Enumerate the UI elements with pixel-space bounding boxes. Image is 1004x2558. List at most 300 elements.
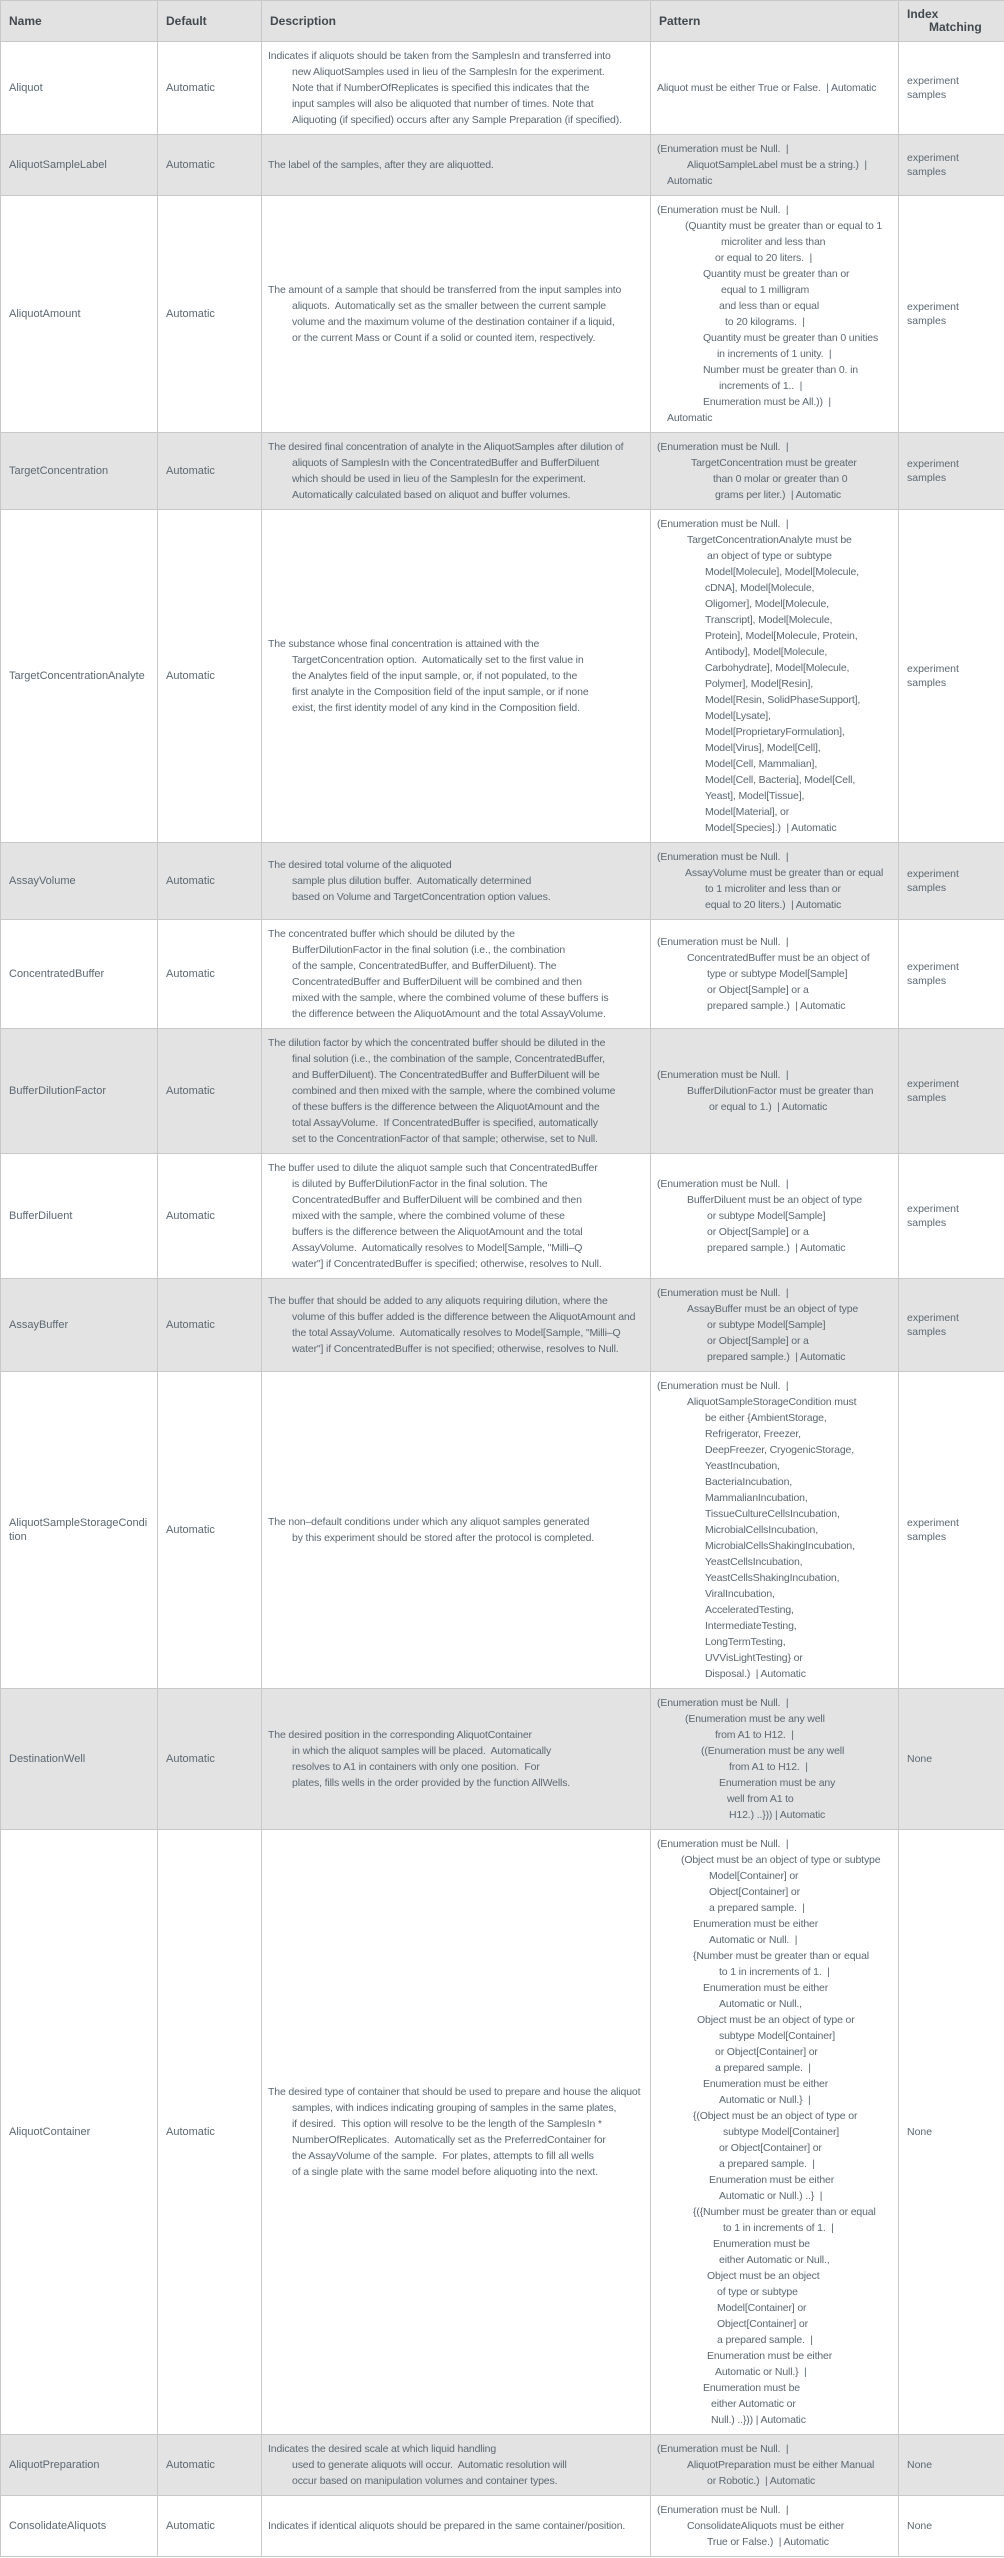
pattern-line: Model[Molecule], Model[Molecule, xyxy=(705,566,859,578)
table-row xyxy=(1,1029,1004,1154)
pattern-line: or subtype Model[Sample] xyxy=(707,1210,826,1222)
pattern-line: (Enumeration must be Null. | xyxy=(657,1838,789,1850)
pattern-line: Automatic or Null.} | xyxy=(715,2366,807,2378)
pattern-line: Automatic or Null.} | xyxy=(719,2094,811,2106)
pattern-line: a prepared sample. | xyxy=(709,1902,805,1914)
description-line: volume and the maximum volume of the destination container if a liquid, xyxy=(292,316,615,328)
description-line: used to generate aliquots will occur. Automatic resolution will xyxy=(292,2459,567,2471)
cell-pattern xyxy=(651,843,899,920)
description-line: water"] if ConcentratedBuffer is specified; otherwise, resolves to Null. xyxy=(292,1258,602,1270)
pattern-line: ViralIncubation, xyxy=(705,1588,775,1600)
cell-description xyxy=(262,42,651,135)
cell-default-value: Automatic xyxy=(158,843,262,920)
description-line: the total AssayVolume. Automatically resolves to Model[Sample, "Milli–Q xyxy=(292,1327,621,1339)
pattern-line: UVVisLightTesting} or xyxy=(705,1652,803,1664)
cell-pattern xyxy=(651,433,899,510)
cell-index-matching: experiment samples xyxy=(899,843,1004,920)
pattern-line: to 20 kilograms. | xyxy=(725,316,805,328)
description-line: The buffer used to dilute the aliquot sample such that ConcentratedBuffer xyxy=(268,1162,598,1174)
table-row xyxy=(1,1372,1004,1689)
description-line: The amount of a sample that should be transferred from the input samples into xyxy=(268,284,622,296)
pattern-line: Model[Cell, Bacteria], Model[Cell, xyxy=(705,774,856,786)
pattern-line: or Object[Sample] or a xyxy=(707,984,809,996)
pattern-line: from A1 to H12. | xyxy=(715,1729,794,1741)
pattern-line: Model[Virus], Model[Cell], xyxy=(705,742,821,754)
cell-option-name: AliquotAmount xyxy=(1,196,158,433)
cell-pattern xyxy=(651,1279,899,1372)
cell-default-value: Automatic xyxy=(158,920,262,1029)
pattern-line: Model[Species].) | Automatic xyxy=(705,822,837,834)
description-line: and BufferDiluent). The ConcentratedBuffer and BufferDiluent will be xyxy=(292,1069,600,1081)
pattern-line: MicrobialCellsShakingIncubation, xyxy=(705,1540,855,1552)
description-line: The dilution factor by which the concentrated buffer should be diluted in the xyxy=(268,1037,606,1049)
pattern-line: {({Number must be greater than or equal xyxy=(693,2206,876,2218)
pattern-line: (Enumeration must be Null. | xyxy=(657,1287,789,1299)
pattern-line: AliquotSampleStorageCondition must xyxy=(687,1396,857,1408)
pattern-line: Null.) ..})) | Automatic xyxy=(711,2414,806,2426)
cell-description xyxy=(262,1029,651,1154)
cell-pattern xyxy=(651,2496,899,2557)
cell-index-matching: experiment samples xyxy=(899,1029,1004,1154)
pattern-line: to 1 microliter and less than or xyxy=(705,883,841,895)
description-line: samples, with indices indicating grouping of samples in the same plates, xyxy=(292,2102,617,2114)
pattern-line: Enumeration must be xyxy=(703,2382,800,2394)
pattern-line: {(Object must be an object of type or xyxy=(693,2110,858,2122)
pattern-line: Enumeration must be either xyxy=(707,2350,833,2362)
description-line: combined and then mixed with the sample, where the combined volume xyxy=(292,1085,616,1097)
cell-description xyxy=(262,920,651,1029)
cell-default-value: Automatic xyxy=(158,1154,262,1279)
pattern-line: a prepared sample. | xyxy=(717,2334,813,2346)
pattern-line: from A1 to H12. | xyxy=(729,1761,808,1773)
cell-index-matching: experiment samples xyxy=(899,135,1004,196)
pattern-line: well from A1 to xyxy=(727,1793,794,1805)
cell-default-value: Automatic xyxy=(158,42,262,135)
pattern-line: (Enumeration must be Null. | xyxy=(657,936,789,948)
pattern-line: to 1 in increments of 1. | xyxy=(719,1966,830,1978)
pattern-line: Automatic or Null.) ..} | xyxy=(719,2190,823,2202)
description-line: aliquots. Automatically set as the smaller between the current sample xyxy=(292,300,606,312)
pattern-line: ((Enumeration must be any well xyxy=(701,1745,845,1757)
cell-option-name: DestinationWell xyxy=(1,1689,158,1830)
column-header-default xyxy=(158,1,262,42)
cell-description xyxy=(262,433,651,510)
cell-option-name: AliquotPreparation xyxy=(1,2435,158,2496)
cell-option-name: AssayVolume xyxy=(1,843,158,920)
table-row xyxy=(1,135,1004,196)
pattern-line: TargetConcentrationAnalyte must be xyxy=(687,534,852,546)
pattern-line: YeastIncubation, xyxy=(705,1460,780,1472)
pattern-line: (Enumeration must be Null. | xyxy=(657,2443,789,2455)
pattern-line: Automatic or Null. | xyxy=(709,1934,798,1946)
table-header xyxy=(1,1,1004,42)
pattern-line: (Enumeration must be Null. | xyxy=(657,1178,789,1190)
pattern-line: Protein], Model[Molecule, Protein, xyxy=(705,630,858,642)
pattern-line: TargetConcentration must be greater xyxy=(691,457,857,469)
description-line: mixed with the sample, where the combined volume of these buffers is xyxy=(292,992,609,1004)
cell-description xyxy=(262,1372,651,1689)
pattern-line: MicrobialCellsIncubation, xyxy=(705,1524,818,1536)
description-line: input samples will also be aliquoted that number of times. Note that xyxy=(292,98,594,110)
pattern-line: or Robotic.) | Automatic xyxy=(707,2475,816,2487)
cell-pattern xyxy=(651,1154,899,1279)
description-line: The concentrated buffer which should be diluted by the xyxy=(268,928,515,940)
cell-description xyxy=(262,196,651,433)
pattern-line: Model[Lysate], xyxy=(705,710,771,722)
cell-default-value: Automatic xyxy=(158,1279,262,1372)
description-line: first analyte in the Composition field of the input sample, or if none xyxy=(292,686,589,698)
pattern-line: type or subtype Model[Sample] xyxy=(707,968,848,980)
pattern-line: microliter and less than xyxy=(721,236,826,248)
pattern-line: Transcript], Model[Molecule, xyxy=(705,614,833,626)
pattern-line: subtype Model[Container] xyxy=(723,2126,840,2138)
cell-index-matching: experiment samples xyxy=(899,920,1004,1029)
cell-default-value: Automatic xyxy=(158,2496,262,2557)
cell-description xyxy=(262,2435,651,2496)
description-line: Aliquoting (if specified) occurs after any Sample Preparation (if specified). xyxy=(292,114,622,126)
pattern-line: Automatic or Null., xyxy=(719,1998,802,2010)
pattern-line: in increments of 1 unity. | xyxy=(717,348,832,360)
cell-option-name: TargetConcentrationAnalyte xyxy=(1,510,158,843)
column-header-name xyxy=(1,1,158,42)
column-header-name-label: Name xyxy=(9,13,42,28)
pattern-line: IntermediateTesting, xyxy=(705,1620,797,1632)
cell-pattern xyxy=(651,1830,899,2435)
description-line: in which the aliquot samples will be placed. Automatically xyxy=(292,1745,552,1757)
pattern-line: (Quantity must be greater than or equal to 1 xyxy=(685,220,883,232)
description-line: AssayVolume. Automatically resolves to Model[Sample, "Milli–Q xyxy=(292,1242,583,1254)
cell-option-name: AliquotSampleStorageCondition xyxy=(1,1372,158,1689)
table-row xyxy=(1,433,1004,510)
cell-index-matching: experiment samples xyxy=(899,433,1004,510)
cell-pattern xyxy=(651,196,899,433)
pattern-line: BufferDilutionFactor must be greater than xyxy=(687,1085,874,1097)
description-line: The desired type of container that should be used to prepare and house the aliquot xyxy=(268,2086,641,2098)
cell-description xyxy=(262,843,651,920)
column-header-pattern-label: Pattern xyxy=(659,13,701,28)
pattern-line: or Object[Container] or xyxy=(719,2142,822,2154)
pattern-line: either Automatic or Null., xyxy=(719,2254,830,2266)
pattern-line: Enumeration must be either xyxy=(693,1918,819,1930)
pattern-line: Antibody], Model[Molecule, xyxy=(705,646,828,658)
cell-option-name: Aliquot xyxy=(1,42,158,135)
pattern-line: BufferDiluent must be an object of type xyxy=(687,1194,862,1206)
description-line: of the sample, ConcentratedBuffer, and BufferDiluent). The xyxy=(292,960,557,972)
description-line: by this experiment should be stored after the protocol is completed. xyxy=(292,1532,595,1544)
pattern-line: (Enumeration must be Null. | xyxy=(657,1380,789,1392)
cell-index-matching: experiment samples xyxy=(899,196,1004,433)
pattern-line: ConsolidateAliquots must be either xyxy=(687,2520,845,2532)
pattern-line: an object of type or subtype xyxy=(707,550,832,562)
description-line: volume of this buffer added is the difference between the AliquotAmount and xyxy=(292,1311,636,1323)
pattern-line: Carbohydrate], Model[Molecule, xyxy=(705,662,850,674)
pattern-line: {Number must be greater than or equal xyxy=(693,1950,869,1962)
cell-description xyxy=(262,1830,651,2435)
cell-index-matching: experiment samples xyxy=(899,1154,1004,1279)
cell-description xyxy=(262,2496,651,2557)
description-line: set to the ConcentrationFactor of that sample; otherwise, set to Null. xyxy=(292,1133,598,1145)
pattern-line: YeastCellsIncubation, xyxy=(705,1556,803,1568)
table-row xyxy=(1,920,1004,1029)
pattern-line: Enumeration must be either xyxy=(703,1982,829,1994)
table-row xyxy=(1,1154,1004,1279)
description-line: Automatically calculated based on aliquot and buffer volumes. xyxy=(292,489,571,501)
cell-default-value: Automatic xyxy=(158,510,262,843)
column-header-index-matching-label: Matching xyxy=(929,20,982,34)
pattern-line: either Automatic or xyxy=(711,2398,796,2410)
description-line: Note that if NumberOfReplicates is specified this indicates that the xyxy=(292,82,590,94)
cell-index-matching: experiment samples xyxy=(899,42,1004,135)
pattern-line: Quantity must be greater than 0 unities xyxy=(703,332,879,344)
table-row xyxy=(1,1830,1004,2435)
cell-description xyxy=(262,1279,651,1372)
pattern-line: equal to 1 milligram xyxy=(721,284,810,296)
description-line: aliquots of SamplesIn with the ConcentratedBuffer and BufferDiluent xyxy=(292,457,600,469)
pattern-line: AliquotPreparation must be either Manual xyxy=(687,2459,875,2471)
pattern-line: Yeast], Model[Tissue], xyxy=(705,790,805,802)
pattern-line: Object must be an object xyxy=(707,2270,820,2282)
pattern-line: Enumeration must be either xyxy=(703,2078,829,2090)
description-line: is diluted by BufferDilutionFactor in the final solution. The xyxy=(292,1178,548,1190)
cell-pattern xyxy=(651,135,899,196)
description-line: Indicates if aliquots should be taken from the SamplesIn and transferred into xyxy=(268,50,611,62)
pattern-line: Enumeration must be xyxy=(713,2238,810,2250)
cell-description xyxy=(262,1689,651,1830)
description-line: The desired final concentration of analyte in the AliquotSamples after dilution of xyxy=(268,441,624,453)
pattern-line: and less than or equal xyxy=(719,300,820,312)
pattern-line: Refrigerator, Freezer, xyxy=(705,1428,801,1440)
pattern-line: or Object[Sample] or a xyxy=(707,1226,809,1238)
cell-pattern xyxy=(651,510,899,843)
table-body xyxy=(1,42,1004,2557)
pattern-line: prepared sample.) | Automatic xyxy=(707,1000,846,1012)
description-line: resolves to A1 in containers with only one position. For xyxy=(292,1761,540,1773)
pattern-line: Object[Container] or xyxy=(717,2318,808,2330)
pattern-line: AssayVolume must be greater than or equal xyxy=(685,867,884,879)
cell-pattern xyxy=(651,1029,899,1154)
description-line: exist, the first identity model of any kind in the Composition field. xyxy=(292,702,580,714)
pattern-line: True or False.) | Automatic xyxy=(707,2536,829,2548)
cell-option-name: ConsolidateAliquots xyxy=(1,2496,158,2557)
pattern-line: Enumeration must be any xyxy=(719,1777,836,1789)
description-line: or the current Mass or Count if a solid or counted item, respectively. xyxy=(292,332,596,344)
cell-default-value: Automatic xyxy=(158,1830,262,2435)
cell-index-matching: experiment samples xyxy=(899,1372,1004,1689)
pattern-line: prepared sample.) | Automatic xyxy=(707,1351,846,1363)
pattern-line: Object must be an object of type or xyxy=(697,2014,855,2026)
pattern-line: Model[Container] or xyxy=(717,2302,807,2314)
pattern-line: Number must be greater than 0. in xyxy=(703,364,858,376)
description-line: The substance whose final concentration is attained with the xyxy=(268,638,540,650)
pattern-line: Model[Resin, SolidPhaseSupport], xyxy=(705,694,861,706)
description-line: of a single plate with the same model before aliquoting into the next. xyxy=(292,2166,598,2178)
table-row xyxy=(1,1279,1004,1372)
pattern-line: H12.) ..})) | Automatic xyxy=(729,1809,826,1821)
description-line: buffers is the difference between the AliquotAmount and the total xyxy=(292,1226,583,1238)
pattern-line: AcceleratedTesting, xyxy=(705,1604,794,1616)
cell-default-value: Automatic xyxy=(158,433,262,510)
description-line: new AliquotSamples used in lieu of the SamplesIn for the experiment. xyxy=(292,66,605,78)
pattern-line: or subtype Model[Sample] xyxy=(707,1319,826,1331)
description-line: which should be used in lieu of the SamplesIn for the experiment. xyxy=(292,473,586,485)
pattern-line: (Enumeration must be Null. | xyxy=(657,518,789,530)
description-line: ConcentratedBuffer and BufferDiluent will be combined and then xyxy=(292,1194,582,1206)
cell-index-matching: None xyxy=(899,1830,1004,2435)
pattern-line: DeepFreezer, CryogenicStorage, xyxy=(705,1444,854,1456)
column-header-description xyxy=(262,1,651,42)
table-row xyxy=(1,510,1004,843)
description-line: The desired total volume of the aliquoted xyxy=(268,859,452,871)
description-line: the difference between the AliquotAmount and the total AssayVolume. xyxy=(292,1008,606,1020)
pattern-line: (Enumeration must be Null. | xyxy=(657,2504,789,2516)
description-line: sample plus dilution buffer. Automatically determined xyxy=(292,875,532,887)
cell-pattern xyxy=(651,2435,899,2496)
cell-index-matching: None xyxy=(899,1689,1004,1830)
description-line: The label of the samples, after they are aliquotted. xyxy=(268,159,494,171)
table-row xyxy=(1,196,1004,433)
pattern-line: Automatic xyxy=(667,175,713,187)
cell-default-value: Automatic xyxy=(158,1689,262,1830)
pattern-line: grams per liter.) | Automatic xyxy=(715,489,842,501)
description-line: total AssayVolume. If ConcentratedBuffer is specified, automatically xyxy=(292,1117,598,1129)
pattern-line: equal to 20 liters.) | Automatic xyxy=(705,899,842,911)
cell-option-name: AliquotContainer xyxy=(1,1830,158,2435)
description-line: NumberOfReplicates. Automatically set as the PreferredContainer for xyxy=(292,2134,606,2146)
cell-description xyxy=(262,510,651,843)
pattern-line: (Enumeration must be Null. | xyxy=(657,204,789,216)
pattern-line: (Object must be an object of type or subtype xyxy=(681,1854,881,1866)
pattern-line: Oligomer], Model[Molecule, xyxy=(705,598,829,610)
cell-index-matching: None xyxy=(899,2496,1004,2557)
pattern-line: MammalianIncubation, xyxy=(705,1492,808,1504)
pattern-line: a prepared sample. | xyxy=(715,2062,811,2074)
pattern-line: Disposal.) | Automatic xyxy=(705,1668,806,1680)
description-line: TargetConcentration option. Automatically set to the first value in xyxy=(292,654,584,666)
pattern-line: to 1 in increments of 1. | xyxy=(723,2222,834,2234)
description-line: the Analytes field of the input sample, or, if not populated, to the xyxy=(292,670,578,682)
cell-index-matching: None xyxy=(899,2435,1004,2496)
cell-default-value: Automatic xyxy=(158,1372,262,1689)
description-line: The buffer that should be added to any aliquots requiring dilution, where the xyxy=(268,1295,608,1307)
table-header-row xyxy=(1,1,1004,42)
column-header-default-label: Default xyxy=(166,13,207,28)
pattern-line: (Enumeration must be Null. | xyxy=(657,143,789,155)
table-row xyxy=(1,843,1004,920)
table-row xyxy=(1,2496,1004,2557)
description-line: based on Volume and TargetConcentration option values. xyxy=(292,891,551,903)
description-line: The non–default conditions under which any aliquot samples generated xyxy=(268,1516,590,1528)
pattern-line: (Enumeration must be Null. | xyxy=(657,441,789,453)
cell-option-name: AliquotSampleLabel xyxy=(1,135,158,196)
column-header-index-matching-label: Index xyxy=(907,7,939,21)
cell-default-value: Automatic xyxy=(158,1029,262,1154)
cell-description xyxy=(262,1154,651,1279)
description-line: Indicates if identical aliquots should be prepared in the same container/position. xyxy=(268,2520,626,2532)
cell-default-value: Automatic xyxy=(158,2435,262,2496)
pattern-line: Model[Material], or xyxy=(705,806,790,818)
cell-pattern xyxy=(651,42,899,135)
pattern-line: than 0 molar or greater than 0 xyxy=(713,473,848,485)
cell-option-name: BufferDiluent xyxy=(1,1154,158,1279)
description-line: occur based on manipulation volumes and container types. xyxy=(292,2475,558,2487)
description-line: water"] if ConcentratedBuffer is not specified; otherwise, resolves to Null. xyxy=(292,1343,619,1355)
pattern-line: a prepared sample. | xyxy=(719,2158,815,2170)
pattern-line: of type or subtype xyxy=(717,2286,798,2298)
description-line: plates, fills wells in the order provided by the function AllWells. xyxy=(292,1777,571,1789)
cell-option-name: ConcentratedBuffer xyxy=(1,920,158,1029)
table-row xyxy=(1,42,1004,135)
pattern-line: Model[ProprietaryFormulation], xyxy=(705,726,845,738)
pattern-line: or equal to 20 liters. | xyxy=(715,252,813,264)
pattern-line: or Object[Container] or xyxy=(715,2046,818,2058)
pattern-line: Enumeration must be either xyxy=(709,2174,835,2186)
cell-default-value: Automatic xyxy=(158,135,262,196)
cell-pattern xyxy=(651,920,899,1029)
description-line: Indicates the desired scale at which liquid handling xyxy=(268,2443,497,2455)
pattern-line: Aliquot must be either True or False. | Automatic xyxy=(657,82,877,94)
pattern-line: or equal to 1.) | Automatic xyxy=(709,1101,828,1113)
pattern-line: prepared sample.) | Automatic xyxy=(707,1242,846,1254)
description-line: of these buffers is the difference between the AliquotAmount and the xyxy=(292,1101,600,1113)
pattern-line: Enumeration must be All.)) | xyxy=(703,396,831,408)
pattern-line: Model[Container] or xyxy=(709,1870,799,1882)
column-header-description-label: Description xyxy=(270,13,337,28)
description-line: mixed with the sample, where the combined volume of these xyxy=(292,1210,565,1222)
description-line: final solution (i.e., the combination of the sample, ConcentratedBuffer, xyxy=(292,1053,605,1065)
cell-index-matching: experiment samples xyxy=(899,1279,1004,1372)
cell-index-matching: experiment samples xyxy=(899,510,1004,843)
pattern-line: be either {AmbientStorage, xyxy=(705,1412,827,1424)
description-line: if desired. This option will resolve to be the length of the SamplesIn * xyxy=(292,2118,602,2130)
cell-default-value: Automatic xyxy=(158,196,262,433)
pattern-line: Polymer], Model[Resin], xyxy=(705,678,814,690)
pattern-line: or Object[Sample] or a xyxy=(707,1335,809,1347)
pattern-line: Automatic xyxy=(667,412,713,424)
pattern-line: BacteriaIncubation, xyxy=(705,1476,793,1488)
column-header-index-matching xyxy=(899,1,1004,42)
description-line: The desired position in the corresponding AliquotContainer xyxy=(268,1729,532,1741)
table-row xyxy=(1,1689,1004,1830)
cell-option-name: AssayBuffer xyxy=(1,1279,158,1372)
cell-option-name: TargetConcentration xyxy=(1,433,158,510)
pattern-line: Model[Cell, Mammalian], xyxy=(705,758,818,770)
pattern-line: YeastCellsShakingIncubation, xyxy=(705,1572,840,1584)
table-row xyxy=(1,2435,1004,2496)
pattern-line: AliquotSampleLabel must be a string.) | xyxy=(687,159,867,171)
cell-description xyxy=(262,135,651,196)
description-line: the AssayVolume of the sample. For plates, attempts to fill all wells xyxy=(292,2150,594,2162)
description-line: BufferDilutionFactor in the final solution (i.e., the combination xyxy=(292,944,566,956)
pattern-line: Object[Container] or xyxy=(709,1886,800,1898)
pattern-line: (Enumeration must be any well xyxy=(685,1713,825,1725)
pattern-line: (Enumeration must be Null. | xyxy=(657,851,789,863)
pattern-line: AssayBuffer must be an object of type xyxy=(687,1303,859,1315)
cell-pattern xyxy=(651,1372,899,1689)
pattern-line: ConcentratedBuffer must be an object of xyxy=(687,952,870,964)
pattern-line: cDNA], Model[Molecule, xyxy=(705,582,815,594)
pattern-line: LongTermTesting, xyxy=(705,1636,786,1648)
column-header-pattern xyxy=(651,1,899,42)
cell-pattern xyxy=(651,1689,899,1830)
pattern-line: (Enumeration must be Null. | xyxy=(657,1069,789,1081)
cell-option-name: BufferDilutionFactor xyxy=(1,1029,158,1154)
pattern-line: Quantity must be greater than or xyxy=(703,268,850,280)
pattern-line: subtype Model[Container] xyxy=(719,2030,836,2042)
description-line: ConcentratedBuffer and BufferDiluent will be combined and then xyxy=(292,976,582,988)
pattern-line: increments of 1.. | xyxy=(719,380,803,392)
pattern-line: (Enumeration must be Null. | xyxy=(657,1697,789,1709)
pattern-line: TissueCultureCellsIncubation, xyxy=(705,1508,840,1520)
